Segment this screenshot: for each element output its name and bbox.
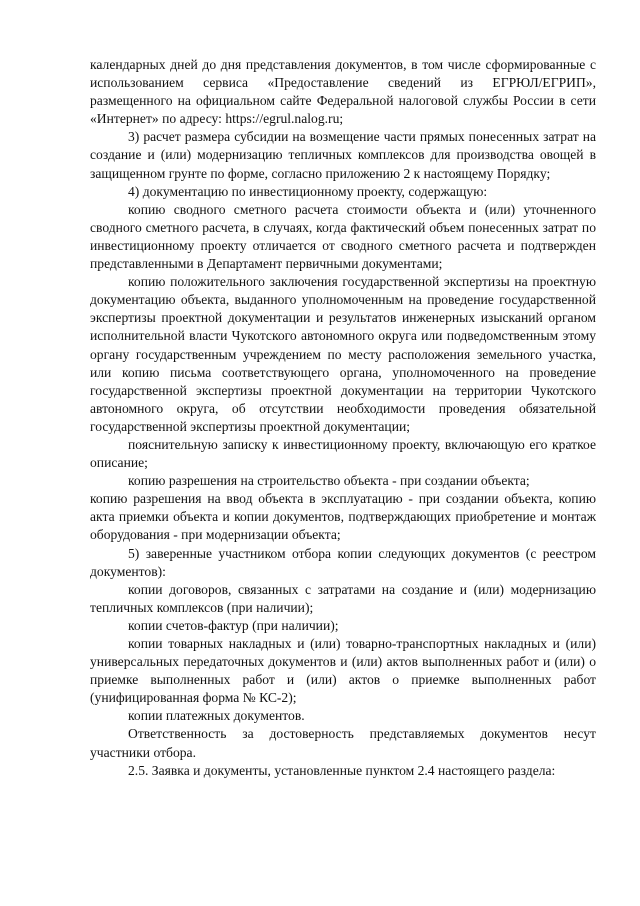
paragraph-payment-documents: копии платежных документов. — [128, 708, 305, 724]
paragraph-section-2-5: 2.5. Заявка и документы, установленные пунктом 2.4 настоящего раздела: — [128, 762, 556, 778]
paragraph-responsibility: Ответственность за достоверность представляемых документов несут участники отбора. — [90, 726, 596, 760]
paragraph-expertise-conclusion: копию положительного заключения государственной экспертизы на проектную документацию объекта, выданного уполномоченным на проведение государственной экспертизы проектной документации и результатов инженерных изысканий органом исполнительной власти Чукотского автономного округа или подведомственным этому органу государственным учреждением по месту расположения земельного участка, или копию письма соответствующего органа, уполномоченного на проведение государственной экспертизы проектной документации на территории Чукотского автономного округа, об отсутствии необходимости проведения обязательной государственной экспертизы проектной документации; — [90, 274, 596, 434]
document-page — [90, 56, 596, 780]
paragraph-commissioning-permit: копию разрешения на ввод объекта в эксплуатацию - при создании объекта, копию акта приемки объекта и копии документов, подтверждающих приобретение и монтаж оборудования - при модернизации объекта; — [90, 491, 596, 543]
paragraph-contract-copies: копии договоров, связанных с затратами на создание и (или) модернизацию тепличных комплексов (при наличии); — [90, 581, 596, 615]
paragraph-investment-documentation: 4) документацию по инвестиционному проекту, содержащую: — [128, 183, 488, 199]
paragraph-estimate-copy: копию сводного сметного расчета стоимости объекта и (или) уточненного сводного сметного расчета, в случаях, когда фактический объем понесенных затрат по инвестиционному проекту отличается от сводного сметного расчета и подтвержден представленными в Департамент первичными документами; — [90, 201, 596, 272]
paragraph-waybill-copies: копии товарных накладных и (или) товарно-транспортных накладных и (или) универсальных передаточных документов и (или) актов выполненных работ и (или) о приемке выполненных работ и (или) актов о приемке выполненных работ (унифицированная форма № КС-2); — [90, 636, 596, 706]
paragraph-egrul-extract: календарных дней до дня представления документов, в том числе сформированные с использованием сервиса «Предоставление сведений из ЕГРЮЛ/ЕГРИП», размещенного на официальном сайте Федеральной налоговой службы России в сети «Интернет» по адресу: https://egrul.nalog.ru; — [90, 57, 596, 127]
paragraph-subsidy-calculation: 3) расчет размера субсидии на возмещение части прямых понесенных затрат на создание и (или) модернизацию тепличных комплексов для производства овощей в защищенном грунте по форме, согласно приложению 2 к настоящему Порядку; — [90, 129, 596, 181]
paragraph-invoice-copies: копии счетов-фактур (при наличии); — [128, 617, 339, 633]
paragraph-construction-permit: копию разрешения на строительство объекта - при создании объекта; — [128, 473, 530, 489]
paragraph-explanatory-note: пояснительную записку к инвестиционному проекту, включающую его краткое описание; — [90, 436, 596, 471]
paragraph-certified-copies: 5) заверенные участником отбора копии следующих документов (с реестром документов): — [90, 545, 596, 579]
